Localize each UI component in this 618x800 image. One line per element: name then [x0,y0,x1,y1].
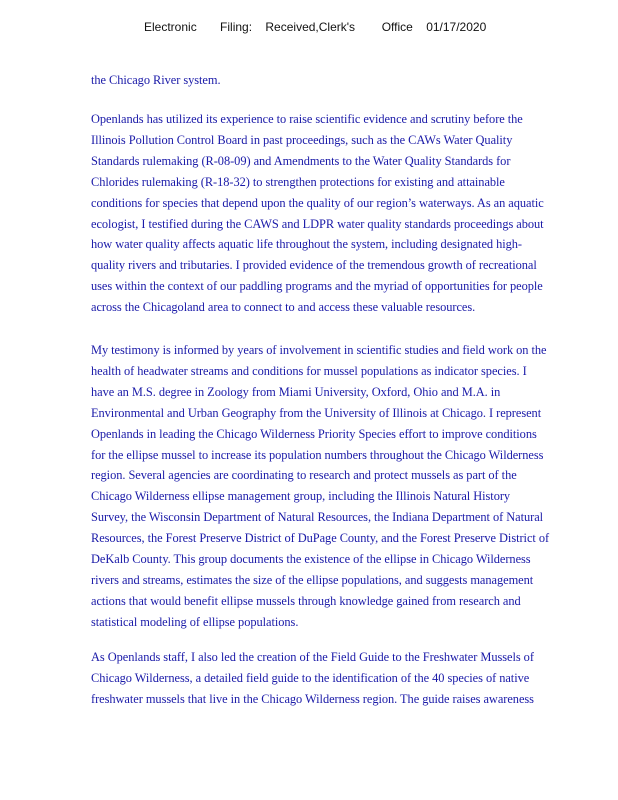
paragraph-2-line: Openlands has utilized its experience to raise scientific evidence and scrutiny before the [91,112,523,126]
paragraph-3-line: actions that would benefit ellipse mussels through knowledge gained from research and [91,593,521,608]
electronic-filing-stamp [144,20,486,34]
paragraph-2-line: conditions for species that depend upon the quality of our region’s waterways. As an aquatic [91,195,544,210]
stamp-date: 01/17/2020 [426,20,487,34]
paragraph-2-line: across the Chicagoland area to connect to and access these valuable resources. [91,300,476,315]
paragraph-4-line: Chicago Wilderness, a detailed field guide to the identification of the 40 species of native [91,670,530,685]
stamp-filing: Filing: [220,20,253,34]
paragraph-3-line: Resources, the Forest Preserve District of DuPage County, and the Forest Preserve District of [91,531,550,546]
paragraph-3-line: statistical modeling of ellipse populations. [91,614,299,629]
paragraph-3-line: for the ellipse mussel to increase its population numbers throughout the Chicago Wilderness [91,447,544,462]
paragraph-4-line: freshwater mussels that live in the Chicago Wilderness region. The guide raises awareness [91,691,534,706]
paragraph-3-line: My testimony is informed by years of involvement in scientific studies and field work on the [91,343,547,357]
paragraph-3-line: Survey, the Wisconsin Department of Natural Resources, the Indiana Department of Natural [91,510,544,525]
paragraph-2-line: Standards rulemaking (R-08-09) and Amendments to the Water Quality Standards for [91,153,511,168]
paragraph-3-line: have an M.S. degree in Zoology from Miami University, Oxford, Ohio and M.A. in [91,384,501,399]
paragraph-3-line: DeKalb County. This group documents the existence of the ellipse in Chicago Wilderness [91,552,531,566]
stamp-electronic: Electronic [144,20,197,34]
paragraph-1-line: the Chicago River system. [91,73,221,87]
paragraph-3-line: Chicago Wilderness ellipse management group, including the Illinois Natural History [91,489,511,504]
paragraph-3-line: rivers and streams, estimates the size of the ellipse populations, and suggests management [91,572,534,587]
paragraph-2-line: ecologist, I testified during the CAWS and LDPR water quality standards proceedings about [91,216,544,231]
paragraph-4-line: As Openlands staff, I also led the creation of the Field Guide to the Freshwater Mussels of [91,650,534,664]
paragraph-3-line: Openlands in leading the Chicago Wilderness Priority Species effort to improve conditions [91,426,537,441]
paragraph-2-line: uses within the context of our paddling programs and the myriad of opportunities for people [91,279,543,294]
stamp-office: Office [381,20,413,34]
stamp-received: Received,Clerk's [265,20,356,34]
paragraph-2-line: how water quality affects aquatic life throughout the system, including designated high- [91,237,522,252]
paragraph-3-line: Environmental and Urban Geography from the University of Illinois at Chicago. I represent [91,405,542,420]
paragraph-2-line: quality rivers and tributaries. I provided evidence of the tremendous growth of recreational [91,258,537,273]
paragraph-2-line: Chlorides rulemaking (R-18-32) to strengthen protections for existing and attainable [91,174,505,189]
paragraph-2-line: Illinois Pollution Control Board in past proceedings, such as the CAWs Water Quality [91,132,513,147]
paragraph-3-line: region. Several agencies are coordinating to research and protect mussels as part of the [91,468,517,483]
paragraph-3-line: health of headwater streams and conditions for mussel populations as indicator species. I [91,363,527,378]
